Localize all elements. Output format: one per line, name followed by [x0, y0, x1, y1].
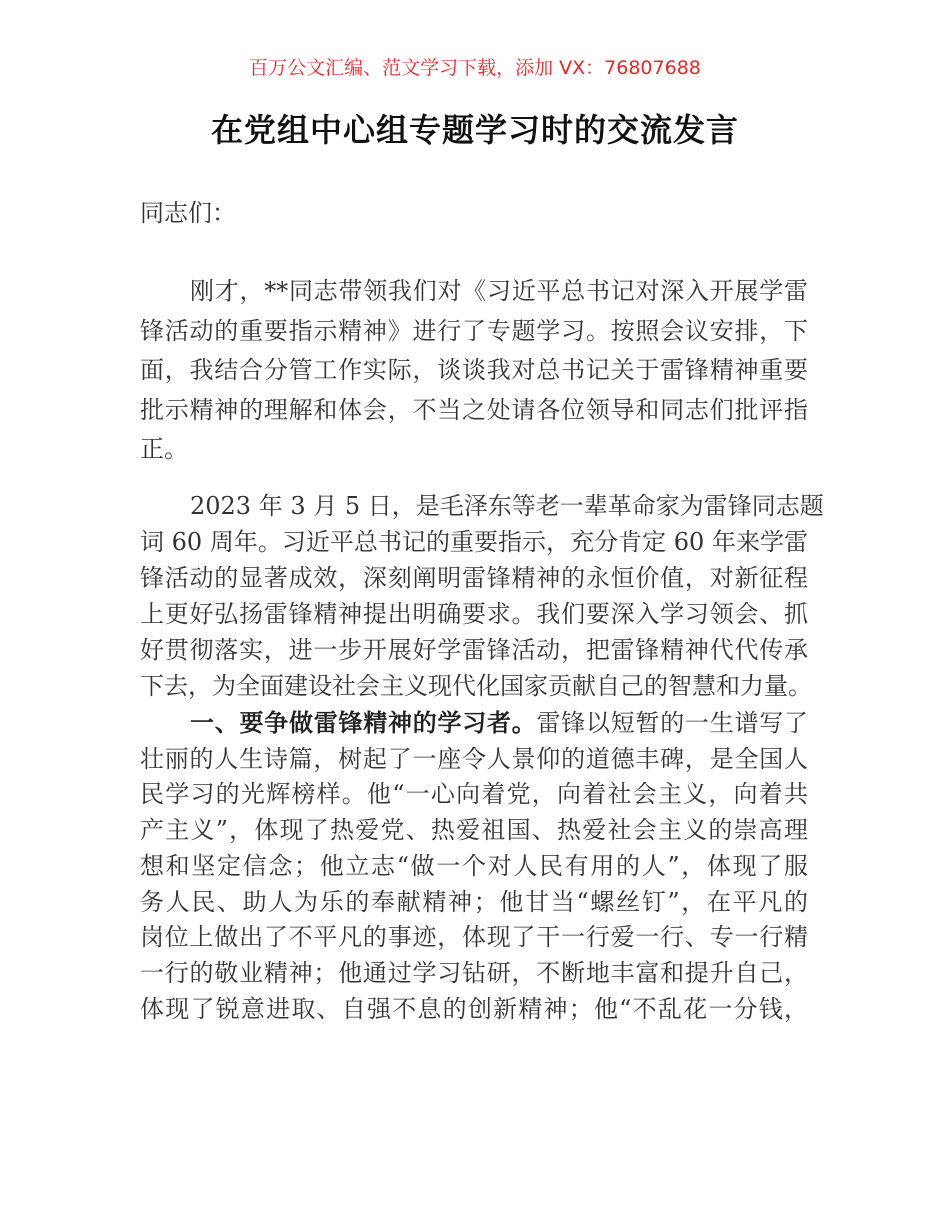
text-line: 产主义”，体现了热爱党、热爱祖国、热爱社会主义的崇高理	[140, 816, 808, 845]
text-line: 词 60 周年。习近平总书记的重要指示，充分肯定 60 年来学雷	[140, 528, 808, 556]
text-line: 民学习的光辉榜样。他“一心向着党，向着社会主义，向着共	[140, 780, 808, 809]
download-banner: 百万公文汇编、范文学习下载，添加 VX：76807688	[249, 57, 701, 79]
text-line: 面，我结合分管工作实际，谈谈我对总书记关于雷锋精神重要	[140, 356, 808, 384]
salutation-text: 同志们：	[140, 199, 236, 227]
paragraph-1	[140, 272, 808, 470]
text-line: 刚才，**同志带领我们对《习近平总书记对深入开展学雷	[190, 277, 808, 305]
text-line	[140, 705, 808, 742]
text-line: 壮丽的人生诗篇，树起了一座令人景仰的道德丰碑，是全国人	[140, 744, 808, 773]
text-span: 雷锋以短暂的一生谱写了	[536, 709, 808, 737]
paragraph-2	[140, 488, 824, 704]
text-line: 批示精神的理解和体会，不当之处请各位领导和同志们批评指	[140, 395, 808, 424]
text-line: 想和坚定信念；他立志“做一个对人民有用的人”，体现了服	[140, 851, 808, 880]
document-title: 在党组中心组专题学习时的交流发言	[210, 111, 739, 149]
text-line: 一行的敬业精神；他通过学习钻研，不断地丰富和提升自己，	[140, 958, 808, 987]
text-line: 务人民、助人为乐的奉献精神；他甘当“螺丝钉”，在平凡的	[140, 887, 808, 916]
text-line: 下去，为全面建设社会主义现代化国家贡献自己的智慧和力量。	[140, 672, 812, 700]
text-line: 好贯彻落实，进一步开展好学雷锋活动，把雷锋精神代代传承	[140, 636, 808, 664]
text-line: 上更好弘扬雷锋精神提出明确要求。我们要深入学习领会、抓	[140, 600, 808, 628]
paragraph-3	[140, 705, 808, 1027]
text-line: 岗位上做出了不平凡的事迹，体现了干一行爱一行、专一行精	[140, 923, 808, 952]
section-heading: 一、要争做雷锋精神的学习者。	[190, 708, 537, 737]
text-line: 2023 年 3 月 5 日，是毛泽东等老一辈革命家为雷锋同志题	[190, 492, 824, 520]
text-line: 锋活动的显著成效，深刻阐明雷锋精神的永恒价值，对新征程	[140, 564, 808, 592]
salutation	[140, 194, 808, 232]
text-line: 体现了锐意进取、自强不息的创新精神；他“不乱花一分钱，	[140, 994, 808, 1023]
text-line: 锋活动的重要指示精神》进行了专题学习。按照会议安排，下	[140, 316, 808, 345]
text-line: 正。	[140, 435, 188, 463]
